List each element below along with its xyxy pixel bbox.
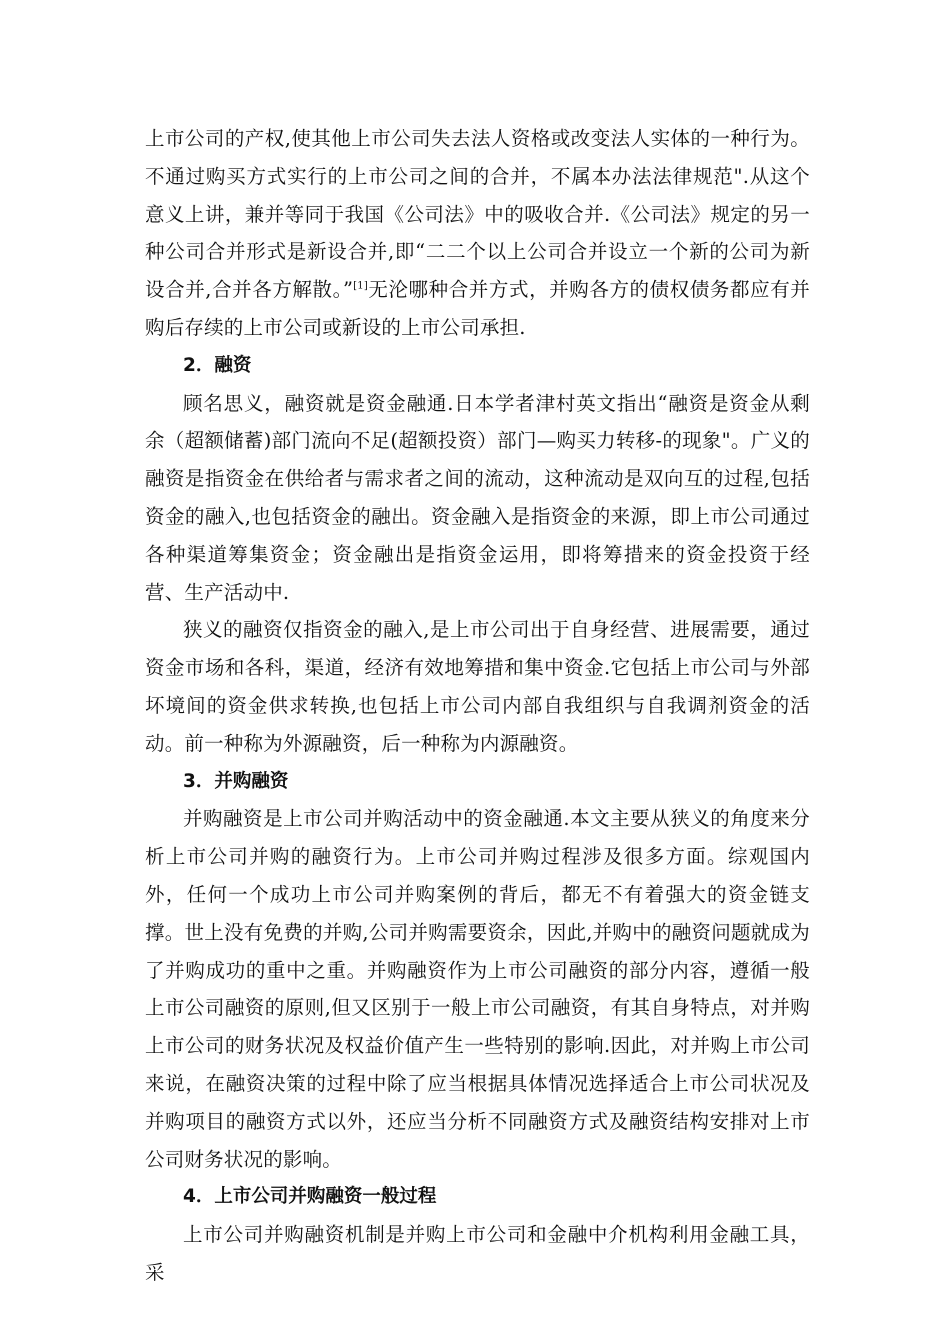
citation-mark: [1] xyxy=(353,280,368,292)
paragraph-text: 无沦哪种合并方式，并购各方的债权债务都应有并购后存续的上市公司或新设的上市公司承担. xyxy=(145,278,810,339)
paragraph-financing-broad: 顾名思义，融资就是资金融通.日本学者津村英文指出“融资是资金从剩余（超额储蓄)部门流向不足(超额投资）部门—购买力转移-的现象"。广义的融资是指资金在供给者与需求者之间的流动，这种流动是双向互的过程,包括资金的融入,也包括资金的融出。资金融入是指资金的来源，即上市公司通过各种渠道筹集资金；资金融出是指资金运用，即将筹措来的资金投资于经营、生产活动中. xyxy=(145,391,810,604)
document-page xyxy=(145,120,810,1292)
paragraph-financing-narrow: 狭义的融资仅指资金的融入,是上市公司出于自身经营、进展需要，通过资金市场和各科，渠道，经济有效地筹措和集中资金.它包括上市公司与外部坏境间的资金供求转换,也包括上市公司内部自我组织与自我调剂资金的活动。前一种称为外源融资，后一种称为内源融资。 xyxy=(145,618,810,755)
paragraph-general-process: 上市公司并购融资机制是并购上市公司和金融中介机构利用金融工具，采 xyxy=(145,1223,810,1284)
paragraph-merger-definition xyxy=(145,120,810,347)
section-heading-merger-financing: 3．并购融资 xyxy=(183,770,289,792)
section-heading-financing: 2．融资 xyxy=(183,354,252,376)
paragraph-merger-financing: 并购融资是上市公司并购活动中的资金融通.本文主要从狭义的角度来分析上市公司并购的融资行为。上市公司并购过程涉及很多方面。综观国内外，任何一个成功上市公司并购案例的背后，都无不有着强大的资金链支撑。世上没有免费的并购,公司并购需要资余，因此,并购中的融资问题就成为了并购成功的重中之重。并购融资作为上市公司融资的部分内容，遵循一般上市公司融资的原则,但又区别于一般上市公司融资，有其自身特点，对并购上市公司的财务状况及权益价值产生一些特别的影响.因此，对并购上市公司来说，在融资决策的过程中除了应当根据具体情况选择适合上市公司状况及并购项目的融资方式以外，还应当分析不同融资方式及融资结构安排对上市公司财务状况的影响。 xyxy=(145,807,810,1171)
section-heading-general-process: 4．上市公司并购融资一般过程 xyxy=(183,1186,437,1208)
paragraph-text: 上市公司的产权,使其他上市公司失去法人资格或改变法人实体的一种行为。不通过购买方式实行的上市公司之间的合并，不属本办法法律规范".从这个意义上讲，兼并等同于我国《公司法》中的吸收合并.《公司法》规定的另一种公司合并形式是新设合并,即“二二个以上公司合并设立一个新的公司为新设合并,合并各方解散。” xyxy=(145,127,810,302)
